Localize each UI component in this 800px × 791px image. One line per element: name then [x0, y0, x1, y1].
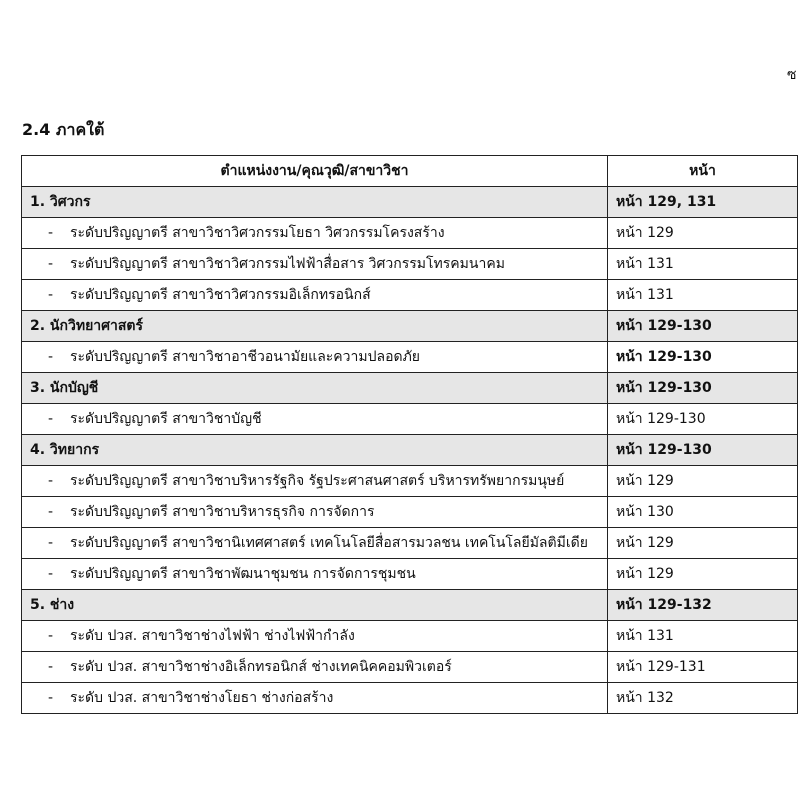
item-page: หน้า 131	[608, 280, 798, 311]
bullet-dash: -	[48, 535, 54, 551]
job-listing-table	[21, 155, 798, 714]
group-page: หน้า 129-130	[608, 311, 798, 342]
item-cell	[22, 342, 608, 373]
group-row	[22, 311, 798, 342]
bullet-dash: -	[48, 287, 54, 303]
item-label: ระดับ ปวส. สาขาวิชาช่างไฟฟ้า ช่างไฟฟ้ากำลัง	[70, 628, 355, 644]
item-cell	[22, 621, 608, 652]
group-page: หน้า 129-130	[608, 435, 798, 466]
item-cell	[22, 404, 608, 435]
table-row	[22, 404, 798, 435]
table-row	[22, 497, 798, 528]
item-label: ระดับปริญญาตรี สาขาวิชาบริหารธุรกิจ การจัดการ	[70, 504, 375, 520]
bullet-dash: -	[48, 225, 54, 241]
table-row	[22, 249, 798, 280]
table-row	[22, 280, 798, 311]
item-cell	[22, 466, 608, 497]
bullet-dash: -	[48, 349, 54, 365]
group-label: 3. นักบัญชี	[22, 373, 608, 404]
item-label: ระดับปริญญาตรี สาขาวิชาอาชีวอนามัยและความปลอดภัย	[70, 349, 421, 365]
item-label: ระดับปริญญาตรี สาขาวิชาวิศวกรรมไฟฟ้าสื่อสาร วิศวกรรมโทรคมนาคม	[70, 256, 505, 272]
item-cell	[22, 652, 608, 683]
group-page: หน้า 129, 131	[608, 187, 798, 218]
bullet-dash: -	[48, 504, 54, 520]
group-row	[22, 187, 798, 218]
item-page: หน้า 129	[608, 218, 798, 249]
group-row	[22, 373, 798, 404]
item-page: หน้า 130	[608, 497, 798, 528]
bullet-dash: -	[48, 566, 54, 582]
table-row	[22, 342, 798, 373]
item-label: ระดับปริญญาตรี สาขาวิชานิเทศศาสตร์ เทคโนโลยีสื่อสารมวลชน เทคโนโลยีมัลติมีเดีย	[70, 535, 588, 551]
item-cell	[22, 683, 608, 714]
item-cell	[22, 218, 608, 249]
table-row	[22, 559, 798, 590]
table-row	[22, 621, 798, 652]
table-header-row	[22, 156, 798, 187]
table-row	[22, 466, 798, 497]
item-cell	[22, 280, 608, 311]
item-page: หน้า 131	[608, 621, 798, 652]
item-label: ระดับปริญญาตรี สาขาวิชาบริหารรัฐกิจ รัฐประศาสนศาสตร์ บริหารทรัพยากรมนุษย์	[70, 473, 565, 489]
item-page: หน้า 131	[608, 249, 798, 280]
group-page: หน้า 129-130	[608, 373, 798, 404]
item-page: หน้า 129-130	[608, 342, 798, 373]
bullet-dash: -	[48, 690, 54, 706]
bullet-dash: -	[48, 659, 54, 675]
item-cell	[22, 497, 608, 528]
group-page: หน้า 129-132	[608, 590, 798, 621]
bullet-dash: -	[48, 256, 54, 272]
item-cell	[22, 528, 608, 559]
item-page: หน้า 129	[608, 528, 798, 559]
item-page: หน้า 129-130	[608, 404, 798, 435]
item-cell	[22, 249, 608, 280]
group-label: 5. ช่าง	[22, 590, 608, 621]
item-label: ระดับปริญญาตรี สาขาวิชาวิศวกรรมโยธา วิศวกรรมโครงสร้าง	[70, 225, 445, 241]
column-header-page: หน้า	[608, 156, 798, 187]
item-cell	[22, 559, 608, 590]
item-label: ระดับ ปวส. สาขาวิชาช่างโยธา ช่างก่อสร้าง	[70, 690, 334, 706]
item-page: หน้า 129-131	[608, 652, 798, 683]
column-header-position: ตำแหน่งงาน/คุณวุฒิ/สาขาวิชา	[22, 156, 608, 187]
section-heading: 2.4 ภาคใต้	[22, 120, 105, 139]
table-body	[22, 156, 798, 714]
group-label: 4. วิทยากร	[22, 435, 608, 466]
table-row	[22, 528, 798, 559]
item-label: ระดับปริญญาตรี สาขาวิชาวิศวกรรมอิเล็กทรอนิกส์	[70, 287, 371, 303]
table-row	[22, 652, 798, 683]
group-label: 2. นักวิทยาศาสตร์	[22, 311, 608, 342]
bullet-dash: -	[48, 411, 54, 427]
group-label: 1. วิศวกร	[22, 187, 608, 218]
table-row	[22, 683, 798, 714]
item-label: ระดับ ปวส. สาขาวิชาช่างอิเล็กทรอนิกส์ ช่างเทคนิคคอมพิวเตอร์	[70, 659, 452, 675]
bullet-dash: -	[48, 628, 54, 644]
table-row	[22, 218, 798, 249]
item-page: หน้า 129	[608, 559, 798, 590]
page-number-mark: ซ	[787, 67, 797, 83]
bullet-dash: -	[48, 473, 54, 489]
item-page: หน้า 129	[608, 466, 798, 497]
group-row	[22, 435, 798, 466]
item-label: ระดับปริญญาตรี สาขาวิชาพัฒนาชุมชน การจัดการชุมชน	[70, 566, 416, 582]
item-page: หน้า 132	[608, 683, 798, 714]
group-row	[22, 590, 798, 621]
item-label: ระดับปริญญาตรี สาขาวิชาบัญชี	[70, 411, 262, 427]
